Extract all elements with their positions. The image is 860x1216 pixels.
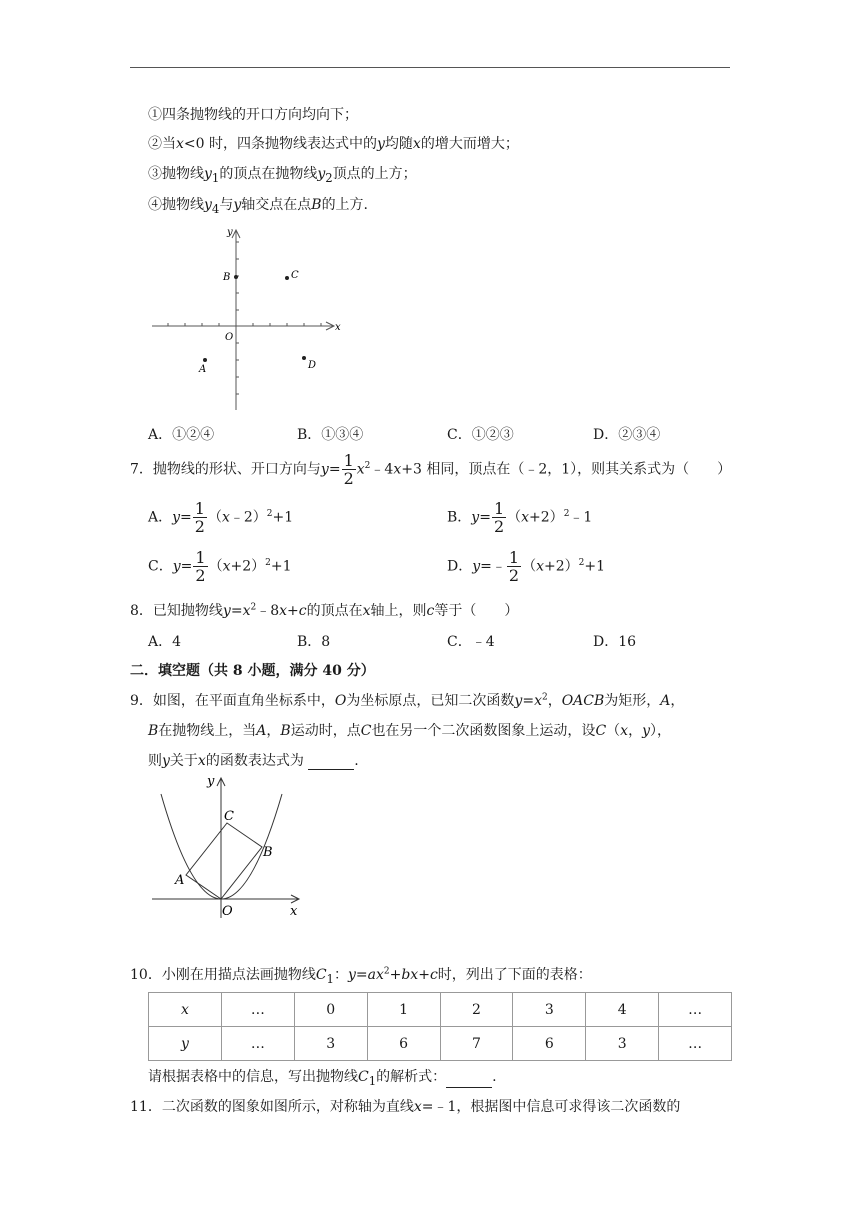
q8-option-a[interactable]: A．4 [148, 634, 182, 650]
fig2-x-label: x [290, 904, 298, 919]
q7-option-b[interactable]: B．y= $\frac{1}{2}$ $(x+2)^2﹣1$ [447, 499, 593, 536]
table-cell: 0 [294, 993, 367, 1027]
point-b [234, 275, 238, 279]
rectangle-oacb [186, 823, 262, 899]
table-cell: 3 [294, 1027, 367, 1061]
q10-stem: 10．小刚在用描点法画抛物线$C_1$：$y=ax^2+bx+c$时，列出了下面的表格： [130, 966, 592, 986]
table-cell: 7 [440, 1027, 513, 1061]
answer-blank[interactable] [446, 1073, 492, 1088]
table-cell: … [221, 993, 294, 1027]
q9-line-1: 9．如图，在平面直角坐标系中，O为坐标原点，已知二次函数$y=x^2$，OACB为矩形，A， [130, 692, 685, 709]
q11-stem: 11．二次函数的图象如图所示，对称轴为直线x=﹣1，根据图中信息可求得该二次函数的 [130, 1099, 681, 1115]
fig2-y-label: y [207, 774, 215, 789]
q10-answer-line: 请根据表格中的信息，写出抛物线$C_1$的解析式： . [148, 1069, 497, 1088]
q6-option-c[interactable]: C．①②③ [447, 427, 514, 443]
table-cell: x [149, 993, 222, 1027]
table-cell: 6 [513, 1027, 586, 1061]
table-cell: 4 [586, 993, 659, 1027]
table-cell: 1 [367, 993, 440, 1027]
table-row [149, 1027, 732, 1061]
fig2-c-label: C [224, 809, 234, 824]
q7-option-c[interactable]: C．y= $\frac{1}{2}$ $(x+2)^2+1$ [148, 548, 292, 585]
statement-1: ①四条抛物线的开口方向均向下； [148, 107, 358, 123]
point-d [302, 356, 306, 360]
parabola-figure [148, 772, 313, 922]
fig2-a-label: A [175, 873, 185, 888]
answer-blank[interactable] [308, 755, 354, 770]
q7-option-d[interactable]: D．y=﹣ $\frac{1}{2}$ $(x+2)^2+1$ [447, 548, 605, 585]
coordinate-figure [148, 224, 348, 414]
table-cell: 6 [367, 1027, 440, 1061]
section-heading: 二．填空题（共 8 小题，满分 40 分） [130, 663, 375, 679]
table-cell: 3 [513, 993, 586, 1027]
q8-option-c[interactable]: C．﹣4 [447, 634, 495, 650]
header-rule [130, 67, 730, 68]
values-table [148, 992, 732, 1061]
q6-option-a[interactable]: A．①②④ [148, 427, 215, 443]
q9-line-3: 则y关于x的函数表达式为 . [148, 753, 359, 769]
point-d-label: D [308, 360, 317, 371]
statement-4: ④抛物线$y_4$与y轴交点在点B的上方. [148, 197, 369, 216]
table-cell: … [659, 1027, 732, 1061]
fig2-origin-label: O [222, 904, 233, 919]
point-c [285, 276, 289, 280]
point-a [203, 358, 207, 362]
statement-2: ②当x<0 时，四条抛物线表达式中的y均随x的增大而增大； [148, 136, 519, 152]
q8-option-d[interactable]: D．16 [593, 634, 637, 650]
fig1-origin-label: O [225, 332, 234, 343]
q8-option-b[interactable]: B．8 [297, 634, 331, 650]
q7-stem: 7．抛物线的形状、开口方向与y= $\frac{1}{2}$ $x^2﹣4x+3$ 相同，顶点在（﹣2，1），则其关系式为（ ） [130, 451, 732, 488]
q9-line-2: B在抛物线上，当A，B运动时，点C也在另一个二次函数图象上运动，设C（x，y）， [148, 723, 671, 739]
point-c-label: C [291, 270, 299, 281]
table-cell: 2 [440, 993, 513, 1027]
table-cell: 3 [586, 1027, 659, 1061]
table-cell: y [149, 1027, 222, 1061]
q8-stem: 8．已知抛物线$y=x^2﹣8x+c$的顶点在x轴上，则c等于（ ） [130, 602, 519, 619]
table-cell: … [221, 1027, 294, 1061]
point-a-label: A [199, 364, 207, 375]
q7-option-a[interactable]: A．y= $\frac{1}{2}$ （x﹣2）$^2$+1 [148, 499, 294, 536]
fig1-x-label: x [335, 322, 341, 333]
q6-option-b[interactable]: B．①③④ [297, 427, 364, 443]
fig2-b-label: B [263, 845, 273, 860]
fig1-y-label: y [227, 227, 233, 238]
table-row [149, 993, 732, 1027]
point-b-label: B [223, 272, 231, 283]
table-cell: … [659, 993, 732, 1027]
q6-option-d[interactable]: D．②③④ [593, 427, 661, 443]
statement-3: ③抛物线$y_1$的顶点在抛物线$y_2$顶点的上方； [148, 166, 417, 185]
